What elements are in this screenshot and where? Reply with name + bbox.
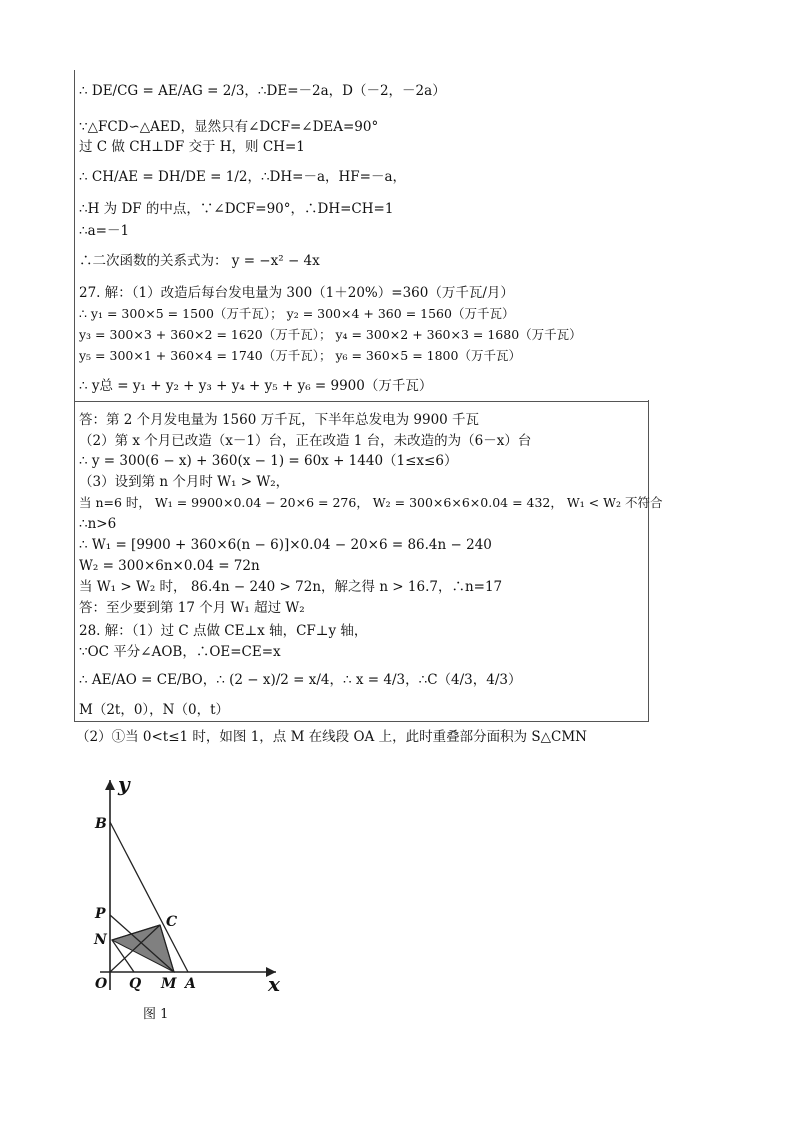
point-label-N: N [94, 932, 107, 948]
text-line-1: ∴ DE/CG = AE/AG = 2/3，∴DE=－2a，D（－2，－2a） [79, 83, 446, 99]
text-line-5: ∴H 为 DF 的中点，∵∠DCF=90°，∴DH=CH=1 [79, 201, 394, 217]
text-line-9: ∴ y₁ = 300×5 = 1500（万千瓦）； y₂ = 300×4 + 360 = 1560（万千瓦） [79, 306, 515, 321]
text-line-24: ∵OC 平分∠AOB，∴OE=CE=x [79, 644, 281, 660]
x-axis-label: x [268, 972, 280, 996]
point-label-B: B [95, 816, 107, 832]
point-label-M: M [161, 976, 177, 992]
text-line-4: ∴ CH/AE = DH/DE = 1/2，∴DH=－a，HF=－a， [79, 169, 407, 185]
figure-caption: 图 1 [143, 1007, 169, 1022]
text-line-11: y₅ = 300×1 + 360×4 = 1740（万千瓦）； y₆ = 360×5 = 1800（万千瓦） [79, 348, 521, 363]
overlap-region [112, 925, 174, 972]
text-line-19: ∴ W₁ = [9900 + 360×6(n − 6)]×0.04 − 20×6 = 86.4n − 240 [79, 537, 492, 553]
point-label-P: P [95, 906, 106, 922]
text-line-3: 过 C 做 CH⊥DF 交于 H，则 CH=1 [79, 139, 305, 155]
text-line-26: M（2t，0），N（0，t） [79, 702, 230, 718]
text-line-13: 答：第 2 个月发电量为 1560 万千瓦，下半年总发电为 9900 千瓦 [79, 412, 480, 428]
text-line-17: 当 n=6 时， W₁ = 9900×0.04 − 20×6 = 276， W₂ = 300×6×6×0.04 = 432， W₁ < W₂ 不符合 [79, 495, 663, 510]
text-line-18: ∴n>6 [79, 516, 117, 532]
text-line-25: ∴ AE/AO = CE/BO，∴ (2 − x)/2 = x/4，∴ x = 4/3，∴C（4/3，4/3） [79, 672, 522, 688]
text-line-20: W₂ = 300×6n×0.04 = 72n [79, 558, 260, 574]
text-line-15: ∴ y = 300(6 − x) + 360(x − 1) = 60x + 1440（1≤x≤6） [79, 453, 458, 469]
text-line-10: y₃ = 300×3 + 360×2 = 1620（万千瓦）； y₄ = 300×2 + 360×3 = 1680（万千瓦） [79, 327, 582, 342]
y-axis-label: y [118, 772, 130, 796]
point-label-C: C [166, 914, 178, 930]
text-line-22: 答：至少要到第 17 个月 W₁ 超过 W₂ [79, 600, 305, 616]
text-line-6: ∴a=－1 [79, 223, 130, 239]
y-axis-arrow-icon [105, 780, 115, 790]
point-label-O: O [95, 976, 108, 992]
text-line-8: 27. 解：（1）改造后每台发电量为 300（1＋20%）=360（万千瓦/月） [79, 285, 514, 301]
point-label-Q: Q [129, 976, 142, 992]
text-line-27: （2）①当 0<t≤1 时，如图 1，点 M 在线段 OA 上，此时重叠部分面积为 S△CMN [76, 729, 587, 745]
text-line-16: （3）设到第 n 个月时 W₁ > W₂， [79, 474, 290, 490]
point-label-A: A [185, 976, 196, 992]
text-line-23: 28. 解：（1）过 C 点做 CE⊥x 轴，CF⊥y 轴， [79, 623, 368, 639]
text-line-21: 当 W₁ > W₂ 时， 86.4n − 240 > 72n，解之得 n > 16.7，∴n=17 [79, 579, 503, 595]
text-line-7: ∴二次函数的关系式为： y = −x² − 4x [79, 253, 320, 269]
text-line-12: ∴ y总 = y₁ + y₂ + y₃ + y₄ + y₅ + y₆ = 9900（万千瓦） [79, 378, 433, 394]
text-line-14: （2）第 x 个月已改造（x－1）台，正在改造 1 台，未改造的为（6－x）台 [79, 433, 532, 449]
text-line-2: ∵△FCD∽△AED，显然只有∠DCF=∠DEA=90° [79, 119, 379, 135]
